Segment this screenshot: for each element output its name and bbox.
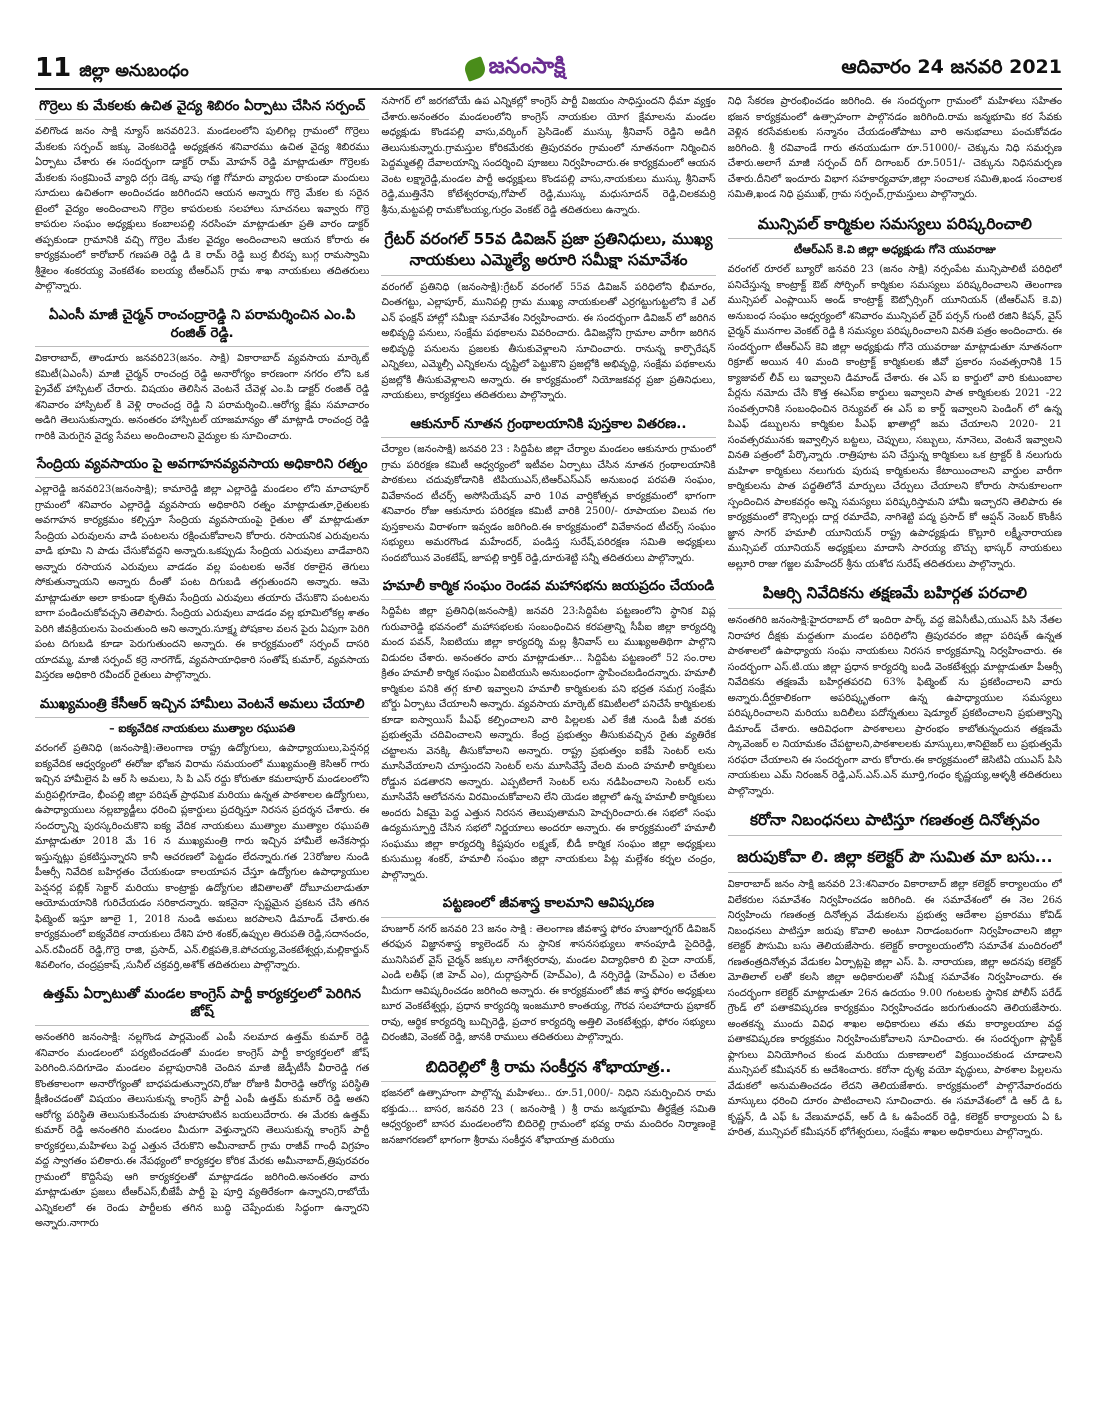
article [381, 1054, 715, 1149]
article-body: నిధి సేకరణ ప్రారంభించడం జరిగింది. ఈ సందర్భంగా గ్రామంలో మహిళలు సహితం భజన కార్యక్రమంలో ఉత్సాహంగా పాల్గొనడం జరిగింది.రామ జన్మభూమి కర సేవకు వెళ్లిన కరసేవకులకు సన్మానం చేయడంతోపాటు వారి అనుభవాలు పంచుకోవడం జరిగింది. శ్రీ రవివాండే గారు తనయుడుగా రూ.51000/- చెక్కును నిధి సమర్పణ చేశారు.అలాగే మాజీ సర్పంచ్ దిగ్ దిగాంబర్ రూ.5051/- చెక్కును నిధిసమర్పణ చేశారు.దీనిలో ఇందూరు విభాగ సహకార్యవాహ,జిల్లా సంచాలక సమితి,ఖండ సంచాలక సమితి,ఖండ నిధి ప్రముఖ్, గ్రామ సర్పంచ్,గ్రామస్తులు పాల్గొన్నారు. [727, 96, 1062, 200]
article-body: వికారాబాద్, తాండూరు జనవరి23(జనం. సాక్షి) వికారాబాద్ వ్యవసాయ మార్కెట్ కమిటీ(ఏఎంసీ) మాజీ చైర్మన్ రాంచంద్ర రెడ్డి అనారోగ్యం కారణంగా నగరం లోని ఒక ప్రైవేట్ హాస్పిటల్ చేరారు. విషయం తెలిసిన వెంటనే చేవెళ్ల ఎం.పి డాక్టర్ రంజిత్ రెడ్డి శనివారం హాస్పిటల్ కి వెళ్లి రాంచంద్ర రెడ్డి ని పరామర్శించి..ఆరోగ్య క్షేమ సమాచారం అడిగి తెలుసుకున్నారు. అనంతరం హాస్పిటల్ యాజమాన్యం తో మాట్లాడి రాంచంద్ర రెడ్డి గారికి మెరుగైన వైద్య సేవలు అందించాలని వైద్యుల కు సూచించారు. [35, 353, 370, 442]
leaf-icon [462, 56, 488, 82]
masthead [35, 50, 1062, 90]
article-headline: గ్రేటర్ వరంగల్ 55వ డివిజన్ ప్రజా ప్రతినిధులు, ముఖ్య నాయకులు ఎమ్మెల్యే అరూరి సమీక్షా సమావేశం [381, 226, 715, 276]
article [35, 303, 369, 444]
article-headline: మున్సిపల్ కార్మికుల సమస్యలు పరిష్కరించాలి [728, 211, 1062, 240]
article-headline: బిదిరెల్లిలో శ్రీ రామ సంకీర్తన శోభాయాత్ర.. [381, 1054, 715, 1083]
article-subheadline: టీఆర్ఎస్ కె.వి జిల్లా అధ్యక్షుడు గోనె యువరాజు [793, 243, 996, 257]
article-headline: గొర్రెలు కు మేకలకు ఉచిత వైద్య శిబిరం ఏర్పాటు చేసిన సర్పంచ్ [35, 94, 369, 120]
article-body: వరంగల్ రూరల్ బ్యూరో జనవరి 23 (జనం సాక్షి) నర్సంపేట మున్సిపాలిటీ పరిధిలో పనిచేస్తున్న కాంట్రాక్ట్ ఔట్ సోర్సింగ్ కార్మికుల సమస్యలు పరిష్కరించాలని తెలంగాణ మున్సిపల్ ఎంప్లాయిస్ అండ్ కాంట్రాక్ట్ ఔట్సోర్సింగ్ యూనియన్ (టీఆర్ఎస్ కె.వి) అనుబంధ సంఘం ఆధ్వర్యంలో శనివారం మున్సిపల్ చైర్ పర్సన్ గుంటి రజిని కిషన్, వైస్ చైర్మన్ మునగాల వెంకట్ రెడ్డి కి సమస్యల పరిష్కరించాలని వినతి పత్రం అందించారు. ఈ సందర్భంగా టీఆర్ఎస్ కెవి జిల్లా అధ్యక్షుడు గోనె యువరాజు మాట్లాడుతూ నూతనంగా రిక్రూట్ అయిన 40 మంది కాంట్రాక్ట్ కార్మికులకు జీవో ప్రకారం సంవత్సరానికి 15 క్యాజువల్ లీవ్ లు ఇవ్వాలని డిమాండ్ చేశారు. ఈ ఎస్ ఐ కార్డులో వారి కుటుంబాల పేర్లను నమోదు చేసి కొత్త ఈఎస్ఐ కార్డులు ఇవ్వాలని పాత కార్మికులకు 2021 -22 సంవత్సరానికి సంబంధించిన రెన్యువల్ ఈ ఎస్ ఐ కార్డ్ ఇవ్వాలని పెండింగ్ లో ఉన్న పిఎఫ్ డబ్బులను కార్మికుల పీఎఫ్ ఖాతాల్లో జమ చేయాలని 2020- 21 సంవత్సరమునకు ఇవ్వాల్సిన బట్టలు, చెప్పులు, సబ్బులు, నూనెలు, వెంటనే ఇవ్వాలని వినతి పత్రంలో పేర్కొన్నారు .రాత్రిపూట పని చేస్తున్న కార్మికులు ఒక ట్రాక్టర్ కి నలుగురు మహిళా కార్మికులు నలుగురు పురుష కార్మికులను కేటాయించాలని వార్డుల వారీగా కార్మికులను పాత పద్ధతిలోనే మార్పులు చేర్పులు చేయాలని కోరారు సానుకూలంగా స్పందించిన పాలకవర్గం అన్ని సమస్యలు పరిష్కరిస్తామని హామీ ఇచ్చారని తెలిపారు ఈ కార్యక్రమంలో కౌన్సిలర్లు దార్ల రమాదేవి, నాగిశెట్టి పద్మ ప్రసాద్ కో ఆప్షన్ నెంబర్ కొంకీస జ్ఞాన సాగర్ హమాలీ యూనియన్ రాష్ట్ర ఉపాధ్యక్షుడు కొల్లూరి లక్ష్మీనారాయణ మున్సిపల్ యూనియన్ అధ్యక్షులు మాదాసి సారయ్య బొచ్చు భాస్కర్ నాయకులు అల్లూరి రాజు గజ్జల మహేందర్ శ్రీను యశోద సురేష్ తదితరులు పాల్గొన్నారు. [727, 264, 1062, 570]
article [35, 452, 369, 684]
article-body: హుజూర్ నగర్ జనవరి 23 జనం సాక్షి : తెలంగాణ జీవశాస్త్ర ఫోరం హుజూర్నగర్ డివిజన్ తరఫున విజ్ఞానశాస్త్ర క్యాలెండర్ ను స్థానిక శాసనసభ్యులు శానంపూడి సైదిరెడ్డి, మునిసిపల్ వైస్ చైర్మన్ జక్కుల నాగేశ్వరరావు, మండల విద్యాధికారి బి సైదా నాయక్, ఎండి లతీఫ్ (జి హెచ్ ఎం), దుర్గాప్రసాద్ (హెచ్ఎం), డి నర్సిరెడ్డి (హెచ్ఎం) ల చేతుల మీదుగా ఆవిష్కరించడం జరిగింది అన్నారు. ఈ కార్యక్రమంలో జీవ శాస్త్ర ఫోరం అధ్యక్షులు బూర వెంకటేశ్వర్లు, ప్రధాన కార్యదర్శి ఇంజమూరి కాంతయ్య, గౌరవ సలహాదారు ప్రభాకర్ రావు, ఆర్థిక కార్యదర్శి బుచ్చిరెడ్డి, ప్రచార కార్యదర్శి అత్తిలి వెంకటేశ్వర్లు, ఫోరం సభ్యులు చిరంజీవి, వెంకట్ రెడ్డి, జానకి రాములు తదితరులు పాల్గొన్నారు. [381, 923, 716, 1043]
column-2 [381, 94, 715, 1410]
column-3 [728, 94, 1062, 1410]
article [381, 412, 715, 566]
article-headline: ముఖ్యమంత్రి కేసీఆర్ ఇచ్చిన హామీలు వెంటనే అమలు చేయాలి [35, 692, 369, 718]
article-body: అనంతగిరి జనంసాక్షి: నల్లగొండ పార్లమెంట్ ఎంపీ నలమాద ఉత్తమ్ కుమార్ రెడ్డి శనివారం మండలంలో పర్యటించడంతో మండల కాంగ్రెస్ పార్టీ కార్యకర్తలలో జోష్ పెరిగింది.సదిగూడెం మండలం వల్లాపురానికి చెందిన మాజీ జెడ్పీటీసీ వీరారెడ్డి గత కొంతకాలంగా అనారోగ్యంతో బాధపడుతున్నారని,రోజు రోజుకి వీరారెడ్డి ఆరోగ్య పరిస్థితి క్షీణించడంతో విషయం తెలుసుకున్న కాంగ్రెస్ పార్టీ ఎంపీ ఉత్తమ్ కుమార్ రెడ్డి అతని ఆరోగ్య పరిస్థితి తెలుసుకునేందుకు హుటాహుటిన బయలుదేరారు. ఈ మేరకు ఉత్తమ్ కుమార్ రెడ్డి అనంతగిరి మండలం మీదుగా వెళ్తున్నారని తెలుసుకున్న కాంగ్రెస్ పార్టీ కార్యకర్తలు,మహిళలు పెద్ద ఎత్తున చేరుకొని అమీనాబాద్ గ్రామ రాజీవ్ గాంధీ విగ్రహం వద్ద స్వాగతం పలికారు.ఈ నేపథ్యంలో కార్యకర్తల కోరిక మేరకు అమీనాబాద్,త్రిపురవరం గ్రామంలో కొద్దిసేపు ఆగి కార్యకర్తలతో మాట్లాడడం జరిగింది.అనంతరం వారు మాట్లాడుతూ ప్రజలు టీఆర్ఎస్,బీజేపీ పార్టీ పై పూర్తి వ్యతిరేకంగా ఉన్నారని,రాబోయే ఎన్నికలలో ఈ రెండు పార్టీలకు తగిన బుద్ధి చెప్పేందుకు సిద్ధంగా ఉన్నారని అన్నారు.నాగారు [35, 1032, 370, 1230]
article [381, 94, 715, 218]
article-body: వరంగల్ ప్రతినిధి (జనంసాక్షి):తెలంగాణ రాష్ట్ర ఉద్యోగులు, ఉపాధ్యాయులు,పెన్షనర్ల ఐక్యవేదిక ఆధ్వర్యంలో ఈరోజు భోజన విరామ సమయంలో ముఖ్యమంత్రి కెసిఆర్ గారు ఇచ్చిన హామీలైన పి ఆర్ సి అమలు, సి పి ఎస్ రద్దు కోరుతూ కమలాపూర్ మండలంలోని మర్రిపల్లిగూడెం, భీంపల్లి జిల్లా పరిషత్ ప్రాథమిక మరియు ఉన్నత పాఠశాలల ఉద్యోగులు, ఉపాధ్యాయులు నల్లబ్యాడ్జీలు ధరించి ప్లకార్డులు ప్రదర్శిస్తూ నిరసన ప్రదర్శన చేశారు. ఈ సందర్భాన్ని పురస్కరించుకొని ఐక్య వేదిక నాయకులు ముత్యాల ముత్యాల రఘుపతి మాట్లాడుతూ 2018 మే 16 న ముఖ్యమంత్రి గారు ఇచ్చిన హామీలే అనేకసార్లు ఇస్తున్నట్లు ప్రకటిస్తున్నారని కానీ ఆచరణలో పెట్టడం లేదన్నారు.గత 23రోజుల నుండి పీఆర్సీ నివేదిక బహిర్గతం చేయకుండా కాలయాపన చేస్తూ ఉద్యోగుల ఉపాధ్యాయుల పెన్షనర్ల పబ్లిక్ సెక్టార్ మరియు కాంట్రాక్టు ఉద్యోగుల జీవితాలతో దోబూచులాడుతూ ఆయోమయానికి గురిచేయడం సరికాదన్నారు. ఇకనైనా స్పష్టమైన ప్రకటన చేసి తగిన ఫిట్మెంట్ ఇస్తూ జూలై 1, 2018 నుండి అమలు జరపాలని డిమాండ్ చేశారు.ఈ కార్యక్రమంలో ఐక్యవేదిక నాయకులు దేశిని హరి శంకర్,ఉప్పుల తిరుపతి రెడ్డి,సదానందం, ఎన్.రవీందర్ రెడ్డి,గొర్రె రాజి, ప్రసాద్, ఎన్.లిక్షపతి,కె.పోచయ్య,వెంకటేశ్వర్లు,మల్లికార్జున్ శివలింగం, చంద్రప్రకాష్ ,సునీల్ చక్రవర్తి,అశోక్ తదితరులు పాల్గొన్నారు. [35, 743, 370, 972]
article-body: వలిగొండ జనం సాక్షి న్యూస్ జనవరి23. మండలంలోని పులిగిల్ల గ్రామంలో గొర్రెలు మేకలకు సర్పంచ్ జక్కు వెంకటరెడ్డి అధ్యక్షతన శనివారము ఉచిత వైద్య శిబిరము ఏర్పాటు చేశారు ఈ సందర్భంగా డాక్టర్ రామ్ మోహన్ రెడ్డి మాట్లాడుతూ గొర్రెలకు మేకలకు సంక్రమించే వ్యాధి దగ్గు డెక్క వాపు గజ్జి గోమారు వ్యాధుల రాకుండా మందులు సూదులు ఉచితంగా అందించడం జరిగిందని ఆయన అన్నారు గొర్రె మేకల కు సరైన టైంలో వైద్యం అందించాలని గొర్రెల కాపరులకు సలహాలు సూచనలు ఇవ్వారు గొర్రె కాపరుల సంఘం అధ్యక్షులు కంబాలపల్లి నరసింహ మాట్లాడుతూ ప్రతి వారం డాక్టర్ తప్పకుండా గ్రామానికి వచ్చి గొర్రెల మేకల వైద్యం అందించాలని ఆయన కోరారు ఈ కార్యక్రమంలో కారోబార్ గణపతి రెడ్డి డి కె రామ్ రెడ్డి బుర్ర బీరప్ప బుగ్గ రామస్వామి శ్రీశైలం శంకరయ్య వెంకటేశం ఐలయ్య టీఆర్ఎస్ గ్రామ శాఖ నాయకులు తదితరులు పాల్గొన్నారు. [35, 126, 370, 293]
article-body: నసాగర్ లో జరగబోయే ఉప ఎన్నికల్లో కాంగ్రెస్ పార్టీ విజయం సాధిస్తుందని ధీమా వ్యక్తం చేశారు.అనంతరం మండలంలోని కాంగ్రెస్ నాయకుల యోగ క్షేమాలను మండల అధ్యక్షుడు కొండపల్లి వాసు,వర్కింగ్ ప్రెసిడెంట్ ముస్కు శ్రీనివాస్ రెడ్డిని అడిగి తెలుసుకున్నారు.గ్రామస్తుల కోరికమేరకు త్రిపురవరం గ్రామంలో నూతనంగా నిర్మించిన పెద్దమ్మతల్లి దేవాలయాన్ని సందర్శించి పూజలు నిర్వహించారు.ఈ కార్యక్రమంలో ఆయన వెంట లక్ష్మారెడ్డి,మండల పార్టీ అధ్యక్షులు కొండపల్లి వాసు,నాయకులు ముస్కు శ్రీనివాస్ రెడ్డి,ముత్తినేని కోటేశ్వరరావు,గోపాల్ రెడ్డి,ముస్కు మధుసూదన్ రెడ్డి,చిలకమర్రి శ్రీను,మట్టపల్లి రామకోటయ్య,గుర్రం వెంకట్ రెడ్డి తదితరులు ఉన్నారు. [381, 96, 716, 216]
article [728, 844, 1062, 1140]
article-headline: హమాలీ కార్మిక సంఘం రెండవ మహాసభను జయప్రదం చేయండి [381, 574, 715, 600]
article-headline: పట్టణంలో జీవశాస్త్ర కాలమాని ఆవిష్కరణ [381, 891, 715, 917]
article-body: వరంగల్ ప్రతినిధి (జనంసాక్షి):గ్రేటర్ వరంగల్ 55వ డివిజన్ పరిధిలోని భీమారం, చింతగట్టు, ఎల్లాపూర్, మునిపల్లి గ్రామ ముఖ్య నాయకులతో ఎర్రగట్టుగుట్టలోని కే ఎల్ ఎన్ ఫంక్షన్ హాల్లో సమీక్షా సమావేశం నిర్వహించారు. ఈ సందర్భంగా డివిజన్ లో జరిగిన అభివృద్ధి పనులు, సంక్షేమ పథకాలను వివరించారు. డివిజన్లోని గ్రామాల వారీగా జరిగిన అభివృద్ధి పనులను ప్రజలకు తీసుకువెళ్లాలని సూచించారు. రానున్న కార్పొరేషన్ ఎన్నికలు, ఎమ్మెల్సీ ఎన్నికలను దృష్టిలో పెట్టుకొని ప్రజల్లోకి అభివృద్ధి, సంక్షేమ పథకాలను ప్రజల్లోకి తీసుకువెళ్లాలని అన్నారు. ఈ కార్యక్రమంలో నియోజకవర్గ ప్రజా ప్రతినిధులు, నాయకులు, కార్యకర్తలు తదితరులు పాల్గొన్నారు. [381, 281, 716, 402]
article [728, 94, 1062, 203]
article [381, 574, 715, 883]
article-headline: ఏఎంసీ మాజీ చైర్మన్ రాంచంద్రారెడ్డి ని పరామర్శించిన ఎం.పి రంజిత్ రెడ్డి. [35, 303, 369, 347]
article-body: చేర్యాల (జనంసాక్షి) జనవరి 23 : సిద్దిపేట జిల్లా చేర్యాల మండలం ఆకునూరు గ్రామంలో గ్రామ పరిరక్షణ కమిటీ ఆధ్వర్యంలో ఇటీవల ఏర్పాటు చేసిన నూతన గ్రంథాలయానికి పాఠకులు చదువుకోడానికి టిపియుఎస్,టిఆర్ఎస్ఎస్ అనుబంధ పరపతి సంఘం, వివేకానంద టీచర్స్ అసోసియేషన్ వారి 10వ వార్షికోత్సవ కార్యక్రమంలో భాగంగా శనివారం రోజు ఆకునూరు పరిరక్షణ కమిటీ వారికి 2500/- రూపాయల విలువ గల పుస్తకాలను విరాళంగా ఇవ్వడం జరిగింది.ఈ కార్యక్రమంలో వివేకానంద టీచర్స్ సంఘం సభ్యులు అమరగొండ మహేందర్, పండిస్త సురేష్,పరిరక్షణ సమితి అధ్యక్షులు సందబోయిన వెంకటేష్, జూపల్లి కార్తిక్ రెడ్డి,దూరుశెట్టి సన్నీ తదితరులు పాల్గొన్నారు. [381, 444, 716, 564]
issue-date: ఆదివారం 24 జనవరి 2021 [841, 55, 1062, 78]
article-headline: సేంద్రియ వ్యవసాయం పై అవగాహనవ్యవసాయ అధికారిని రత్నం [35, 452, 369, 478]
article-subheadline: – ఐక్యవేదిక నాయకులు ముత్యాల రఘుపతి [109, 722, 296, 736]
article-body: భజనలో ఉత్సాహంగా పాల్గొన్న మహిళలు.. రూ.51,000/- నిధిని సమర్పించిన రామ భక్తుడు... బాసర, జనవరి 23 ( జనంసాక్షి ) శ్రీ రామ జన్మభూమి తీర్థక్షేత్ర సమితి ఆధ్వర్యంలో బాసర మండలంలోని బిదిరెల్లి గ్రామంలో భవ్య రామ మందిరం నిర్మాణంకై జనజాగరణలో భాగంగా శ్రీరామ సంకీర్తన శోభాయాత్ర మరియు [381, 1088, 716, 1146]
article-headline: జరుపుకోవా లి. జిల్లా కలెక్టర్ పౌ సుమిత మా బసు... [728, 844, 1062, 873]
page-number: 11 [35, 53, 72, 83]
logo [465, 54, 566, 84]
masthead-left [35, 53, 189, 85]
article-headline: కరోనా నిబంధనలు పాటిస్తూ గణతంత్ర దినోత్సవం [728, 807, 1062, 836]
article-body: ఎల్లారెడ్డి జనవరి23(జనంసాక్షి); కామారెడ్డి జిల్లా ఎల్లారెడ్డి మండలం లోని మాచాపూర్ గ్రామంలో శనివారం ఎల్లారెడ్డి వ్యవసాయ అధికారిని రత్నం మాట్లాడుతూ,రైతులకు అవగాహన కార్యక్రమం కల్పిస్తూ సేంద్రియ వ్యవసాయంపై రైతుల తో మాట్లాడుతూ సేంద్రియ ఎరువులను వాడి పంటలను రక్షించుకోవాలని కోరారు. రసాయనిక ఎరువులను వాడి భూమి ని పాడు చేసుకోవద్దని అన్నారు.ఒకప్పుడు సేంద్రియ ఎరువులు వాడేవారిని అన్నారు రసాయన ఎరువులు వాడడం వల్ల పంటలకు అనేక రకాలైన తెగులు సోకుతున్నాయని అన్నారు దీంతో పంట దిగుబడి తగ్గుతుందని అన్నారు. ఆమె మాట్లాడుతూ అలా కాకుండా కృతిమ సేంద్రియ ఎరువులు తయారు చేసుకొని పంటలను బాగా పండించుకోవచ్చని తెలిపారు. సేంద్రియ ఎరువులు వాడడం వల్ల భూమిలోకల్ల శాతం పెరిగి జీవక్రియలను పెంచుతుంది అని అన్నారు.సూక్ష్మ పోషకాల వలన పైరు ఏపుగా పెరిగి పంట దిగుబడి కూడా పెరుగుతుందని అన్నారు. ఈ కార్యక్రమంలో సర్పంచ్ దాసరి యాదమ్మ, మాజీ సర్పంచ్ కర్రె నారగౌడ్, వ్యవసాయాధికారి సంతోష్ కుమార్, వ్యవసాయ విస్తరణ అధికారి రవీందర్ రైతులు పాల్గొన్నారు. [35, 484, 370, 682]
article-body: వికారాబాద్ జనం సాక్షి జనవరి 23:శనివారం వికారాబాద్ జిల్లా కలెక్టర్ కార్యాలయం లో విలేకరుల సమావేశం నిర్వహించడం జరిగింది. ఈ సమావేశంలో ఈ నెల 26న నిర్వహించు గణతంత్ర దినోత్సవ వేడుకలను ప్రభుత్వ ఆదేశాల ప్రకారము కోవిడ్ నిబంధనలు పాటిస్తూ జరుపు కొవాలి అంటూ నిరాడంబరంగా నిర్వహించాలని జిల్లా కలెక్టర్ పౌసుమి బసు తెలియజేసారు. కలెక్టర్ కార్యాలయంలోని సమావేశ మందిరంలో గణతంత్రదినోత్సవ వేడుకల ఏర్పాట్లపై జిల్లా ఎస్. పి. నారాయణ, జిల్లా అదనపు కలెక్టర్ మోతిలాల్ లతో కలసి జిల్లా అధికారులతో సమీక్ష సమావేశం నిర్వహించారు. ఈ సందర్భంగా కలెక్టర్ మాట్లాడుతూ 26న ఉదయం 9.00 గంటలకు స్థానిక పోలీస్ పరేడ్ గ్రౌండ్ లో పతాకవిష్కరణ కార్యక్రమం నిర్వహించడం జరుగుతుందని తెలియజేసారు. అంతకన్న ముందు వివిధ శాఖల అధికారులు తమ తమ కార్యాలయాల వద్ద పతాకవిష్కరణ కార్యక్రమం నిర్వహించుకోవాలని సూచించారు. ఈ సందర్భంగా ప్లాస్టిక్ ఫ్లాగులు వినియోగించ కుండ మరియు దుకాణాలలో విక్రయించకుండ చూడాలని మున్సిపల్ కమీషనర్ కు ఆదేశించారు. కరోనా దృశ్య వయో వృద్ధులు, పాఠశాల పిల్లలను వేడుకలో అనుమతించడం లేదని తెలియజేశారు. కార్యక్రమంలో పాల్గొనేవారందరు మాస్కులు ధరించి దూరం పాటించాలని సూచించారు. ఈ సమావేశంలో డి ఆర్ డి ఓ కృష్ణన్, డి ఎఫ్ ఓ వేణుమాధవ్, ఆర్ డి ఓ ఉపేందర్ రెడ్డి, కలెక్టర్ కార్యాలయ ఏ ఓ హరిత, మున్సిపల్ కమీషనర్ భోగేశ్వరులు, సంక్షేమ శాఖల అధికారులు పాల్గొన్నారు. [727, 879, 1062, 1139]
article-headline: ఆకునూర్ నూతన గ్రంథాలయానికి పుస్తకాల వితరణ.. [381, 412, 715, 438]
article-headline: ఉత్తమ్ ఏర్పాటుతో మండల కాంగ్రెస్ పార్టీ కార్యకర్తలలో పెరిగిన జోష్ [35, 982, 369, 1026]
logo-text: జనంసాక్షి [488, 54, 566, 79]
article [728, 807, 1062, 836]
article [381, 891, 715, 1045]
article-body: అనంతగిరి జనంసాక్షి:హైదరాబాద్ లో ఇందిరా పార్క్ వద్ద జెఏసీటీఎ,యుఎస్ పిసి నేతల నిరాహార దీక్షకు మద్దతుగా మండల పరిధిలోని త్రిపురవరం జిల్లా పరిషత్ ఉన్నత పాఠశాలలో ఉపాధ్యాయ సంఘ నాయకులు నిరసన కార్యక్రమాన్ని నిర్వహించారు. ఈ సందర్భంగా ఎస్.టి.యు జిల్లా ప్రధాన కార్యదర్శి బండి వెంకటేశ్వర్లు మాట్లాడుతూ పీఆర్సీ నివేదికను తక్షణమే బహిర్గతపరచి 63% ఫిట్మెంట్ ను ప్రకటించాలని వారు అన్నారు.దీర్ఘకాలికంగా అపరిష్కృతంగా ఉన్న ఉపాధ్యాయుల సమస్యలు పరిష్కరించాలని మరియు బదిలీలు పదోన్నతులు షెడ్యూల్ ప్రకటించాలని ప్రభుత్వాన్ని డిమాండ్ చేశారు. ఆదివిధంగా పాఠశాలలు ప్రారంభం కాబోతున్నందున తక్షణమే స్కావెంజర్ ల నియామకం చేపట్టాలని,పాఠశాలలకు మాస్కులు,శానిటైజర్ లు ప్రభుత్వమే సరఫరా చేయాలని ఈ సందర్భంగా వారు కోరారు.ఈ కార్యక్రమంలో జెసిటిఏ యుఎస్ పిసి నాయకులు ఎమ్ నిరంజన్ రెడ్డి,ఎస్.ఎస్.ఎన్ మూర్తి,గంధం కృష్ణయ్య,ఆళ్ళశ్రీ తదితరులు పాల్గొన్నారు. [727, 615, 1062, 797]
article [35, 94, 369, 295]
article [728, 580, 1062, 799]
article-columns [35, 94, 1062, 1410]
article-headline: పిఆర్సి నివేదికను తక్షణమే బహిర్గత పరచాలి [728, 580, 1062, 609]
article-body: సిద్దిపేట జిల్లా ప్రతినిధి(జనంసాక్షి) జనవరి 23:సిద్దిపేట పట్టణంలోని స్థానిక విప్ల గురువారెడ్డి భవనంలో మహాసభలకు సంబంధించిన కరపత్రాన్ని సీపీఐ జిల్లా కార్యదర్శి మంద పవన్, సిఐటియు జిల్లా కార్యదర్శి మల్ల శ్రీనివాస్ లు ముఖ్యఅతిథిగా పాల్గొని విడుదల చేశారు. అనంతరం వారు మాట్లాడుతూ... సిద్దిపేట పట్టణంలో 52 సం.రాల క్రితం హమాలీ కార్మిక సంఘం ఏఐటియుసి అనుబంధంగా స్థాపించబడిందన్నారు. హమాలీ కార్మికుల పనికి తగ్గ కూలి ఇవ్వాలని హమాలీ కార్మికులకు పని భద్రత సమగ్ర సంక్షేమ బోర్డు ఏర్పాటు చేయాలనీ అన్నారు. వ్యవసాయ మార్కెట్ కమిటీలలో పనిచేసే కార్మికులకు కూడా ఐస్వాయిస్ పీఎఫ్ కల్పించాలని వారి పిల్లలకు ఎల్ కేజీ నుండి పీజీ వరకు ప్రభుత్వమే చదివించాలని అన్నారు. కేంద్ర ప్రభుత్వం తీసుకువచ్చిన రైతు వ్యతిరేక చట్టాలను వెనక్కి తీసుకోవాలని అన్నారు. రాష్ట్ర ప్రభుత్వం ఐకేపీ సెంటర్ లను మూసివేయాలని చూస్తుందని సెంటర్ లను మూసివేస్తే వేలది మంది హమాలీ కార్మికులు రోడ్డున పడతారని అన్నారు. ఎప్పటిలాగే సెంటర్ లను నడిపించాలని సెంటర్ లను మూసివేసే ఆలోచనను విరమించుకోవాలని లేని యెడల జిల్లాలో ఉన్న హమాలీ కార్మికులు అందరు ఏకమై పెద్ద ఎత్తున నిరసన తెలుపుతామని హెచ్చరించారు.ఈ సభలో సంఘ ఉద్యమస్ఫూర్తి చేసిన సభలో నిర్ణయాలు అందరూ అన్నారు. ఈ కార్యక్రమంలో హమాలీ సంఘము జిల్లా కార్యదర్శి కిష్టపురం లక్ష్మణ్, బీడీ కార్మిక సంఘం జిల్లా అధ్యక్షులు కుసుముల్ల శంకర్, హమాలీ సంఘం జిల్లా నాయకులు పిట్ల మల్లేశం కర్నల చంద్రం, పాల్గొన్నారు. [381, 606, 716, 881]
article [35, 982, 369, 1232]
column-1 [35, 94, 369, 1410]
article [728, 211, 1062, 573]
section-title: జిల్లా అనుబంధం [79, 61, 189, 81]
article [35, 692, 369, 974]
article [381, 226, 715, 404]
